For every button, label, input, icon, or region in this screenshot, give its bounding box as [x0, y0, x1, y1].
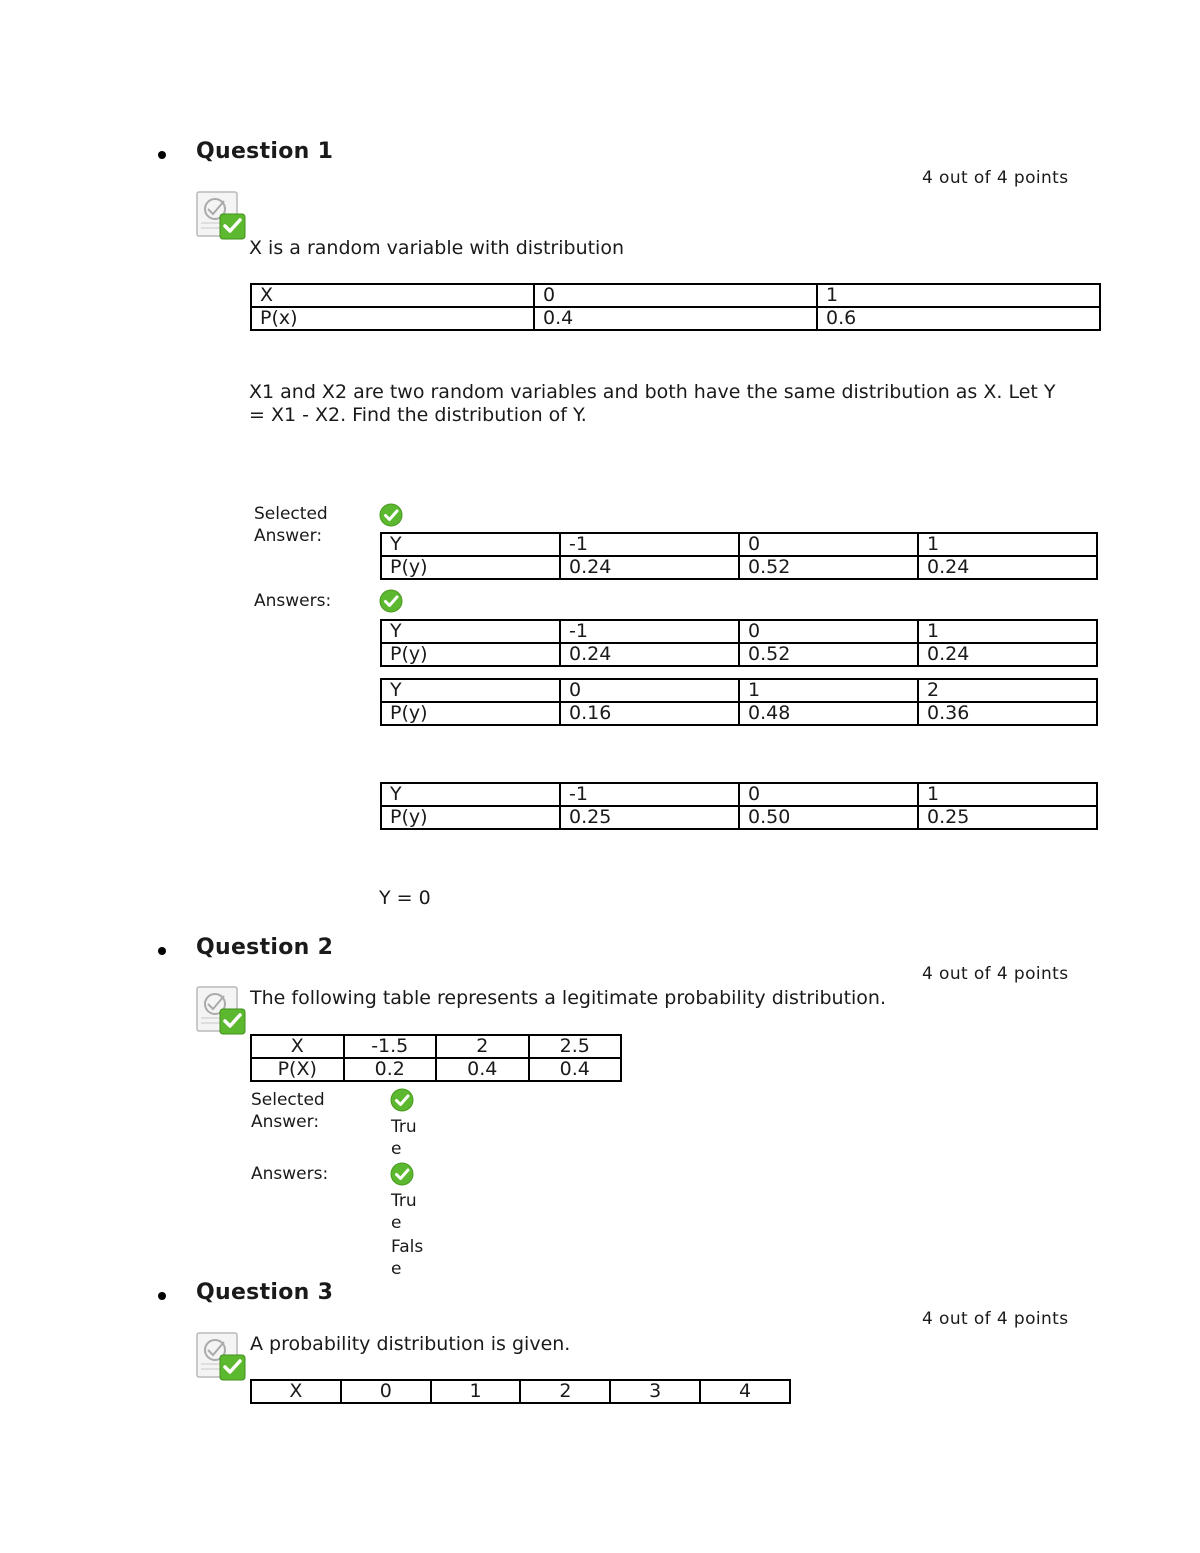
- answer-option-false[interactable]: Fals e: [391, 1237, 424, 1279]
- table-cell: P(X): [251, 1058, 344, 1081]
- table-cell: 1: [739, 679, 918, 702]
- table-cell: -1: [560, 783, 739, 806]
- table-cell: 0.25: [918, 806, 1097, 829]
- graded-question-icon: [195, 1330, 247, 1382]
- table-cell: 0: [739, 533, 918, 556]
- table-cell: P(x): [251, 307, 534, 330]
- table-row: [251, 284, 1100, 307]
- table-row: [251, 1058, 621, 1081]
- graded-question-icon: [195, 189, 247, 241]
- selected-answer-table: [380, 532, 1098, 580]
- table-cell: Y: [381, 679, 560, 702]
- distribution-table: [250, 1034, 622, 1082]
- table-cell: Y: [381, 620, 560, 643]
- distribution-table: [250, 283, 1101, 331]
- bullet: [158, 151, 166, 159]
- table-cell: 0.16: [560, 702, 739, 725]
- table-cell: 0: [534, 284, 817, 307]
- question-2-title: Question 2: [196, 935, 334, 960]
- table-row: [251, 1035, 621, 1058]
- question-1-text-line: = X1 - X2. Find the distribution of Y.: [249, 404, 587, 426]
- table-cell: P(y): [381, 556, 560, 579]
- table-row: [381, 702, 1097, 725]
- table-cell: 0.2: [344, 1058, 437, 1081]
- table-row: [381, 620, 1097, 643]
- table-cell: 0.50: [739, 806, 918, 829]
- table-cell: 0.6: [817, 307, 1100, 330]
- table-cell: 1: [817, 284, 1100, 307]
- graded-question-icon: [195, 984, 247, 1036]
- table-cell: 0.24: [560, 556, 739, 579]
- table-row: [381, 679, 1097, 702]
- table-row: [251, 1380, 790, 1403]
- table-cell: 2: [918, 679, 1097, 702]
- answer-option-table[interactable]: [380, 619, 1098, 667]
- table-row: [381, 643, 1097, 666]
- table-cell: 2: [436, 1035, 529, 1058]
- table-cell: 0.25: [560, 806, 739, 829]
- table-cell: X: [251, 1035, 344, 1058]
- table-row: [381, 533, 1097, 556]
- correct-check-icon: [379, 503, 403, 527]
- question-1-text-line: X1 and X2 are two random variables and both have the same distribution as X. Let Y: [249, 381, 1056, 403]
- table-row: [381, 783, 1097, 806]
- question-1-points: 4 out of 4 points: [922, 168, 1069, 188]
- table-cell: 0.48: [739, 702, 918, 725]
- question-1-prompt: X is a random variable with distribution: [249, 237, 624, 259]
- table-cell: 0.52: [739, 643, 918, 666]
- table-cell: 0: [739, 783, 918, 806]
- bullet: [158, 947, 166, 955]
- question-3-prompt: A probability distribution is given.: [250, 1333, 571, 1355]
- bullet: [158, 1292, 166, 1300]
- table-cell: P(y): [381, 643, 560, 666]
- table-cell: 0.24: [918, 556, 1097, 579]
- table-cell: -1: [560, 533, 739, 556]
- table-cell: 1: [918, 533, 1097, 556]
- correct-check-icon: [390, 1088, 414, 1112]
- answer-option-table[interactable]: [380, 782, 1098, 830]
- table-cell: X: [251, 1380, 341, 1403]
- table-cell: 0.36: [918, 702, 1097, 725]
- table-row: [251, 307, 1100, 330]
- answer-option-table[interactable]: [380, 678, 1098, 726]
- table-row: [381, 806, 1097, 829]
- answers-label: Answers:: [254, 591, 332, 611]
- table-row: [381, 556, 1097, 579]
- table-cell: 1: [918, 620, 1097, 643]
- table-cell: 0: [560, 679, 739, 702]
- table-cell: 0: [341, 1380, 431, 1403]
- table-cell: 0.24: [560, 643, 739, 666]
- table-cell: 1: [431, 1380, 521, 1403]
- selected-answer-label: Selected Answer:: [251, 1090, 325, 1132]
- table-cell: -1: [560, 620, 739, 643]
- table-cell: 2: [520, 1380, 610, 1403]
- question-3-title: Question 3: [196, 1280, 334, 1305]
- distribution-table: [250, 1379, 791, 1404]
- selected-answer-label: Selected Answer:: [254, 504, 328, 546]
- table-cell: 1: [918, 783, 1097, 806]
- table-cell: 2.5: [529, 1035, 622, 1058]
- table-cell: -1.5: [344, 1035, 437, 1058]
- table-cell: 0.4: [534, 307, 817, 330]
- table-cell: P(y): [381, 702, 560, 725]
- table-cell: 0.4: [436, 1058, 529, 1081]
- table-cell: 0.4: [529, 1058, 622, 1081]
- selected-answer-value: Tru e: [391, 1117, 417, 1159]
- answer-option-true[interactable]: Tru e: [391, 1191, 417, 1233]
- table-cell: P(y): [381, 806, 560, 829]
- question-1-text: [249, 381, 1056, 427]
- table-cell: X: [251, 284, 534, 307]
- correct-check-icon: [379, 589, 403, 613]
- answer-option-text[interactable]: Y = 0: [379, 887, 431, 909]
- answers-label: Answers:: [251, 1164, 329, 1184]
- table-cell: 4: [700, 1380, 790, 1403]
- table-cell: 0: [739, 620, 918, 643]
- table-cell: 0.52: [739, 556, 918, 579]
- question-3-points: 4 out of 4 points: [922, 1309, 1069, 1329]
- question-1-title: Question 1: [196, 139, 334, 164]
- table-cell: 3: [610, 1380, 700, 1403]
- question-2-points: 4 out of 4 points: [922, 964, 1069, 984]
- table-cell: Y: [381, 533, 560, 556]
- correct-check-icon: [390, 1162, 414, 1186]
- table-cell: 0.24: [918, 643, 1097, 666]
- question-2-prompt: The following table represents a legitimate probability distribution.: [250, 987, 887, 1009]
- table-cell: Y: [381, 783, 560, 806]
